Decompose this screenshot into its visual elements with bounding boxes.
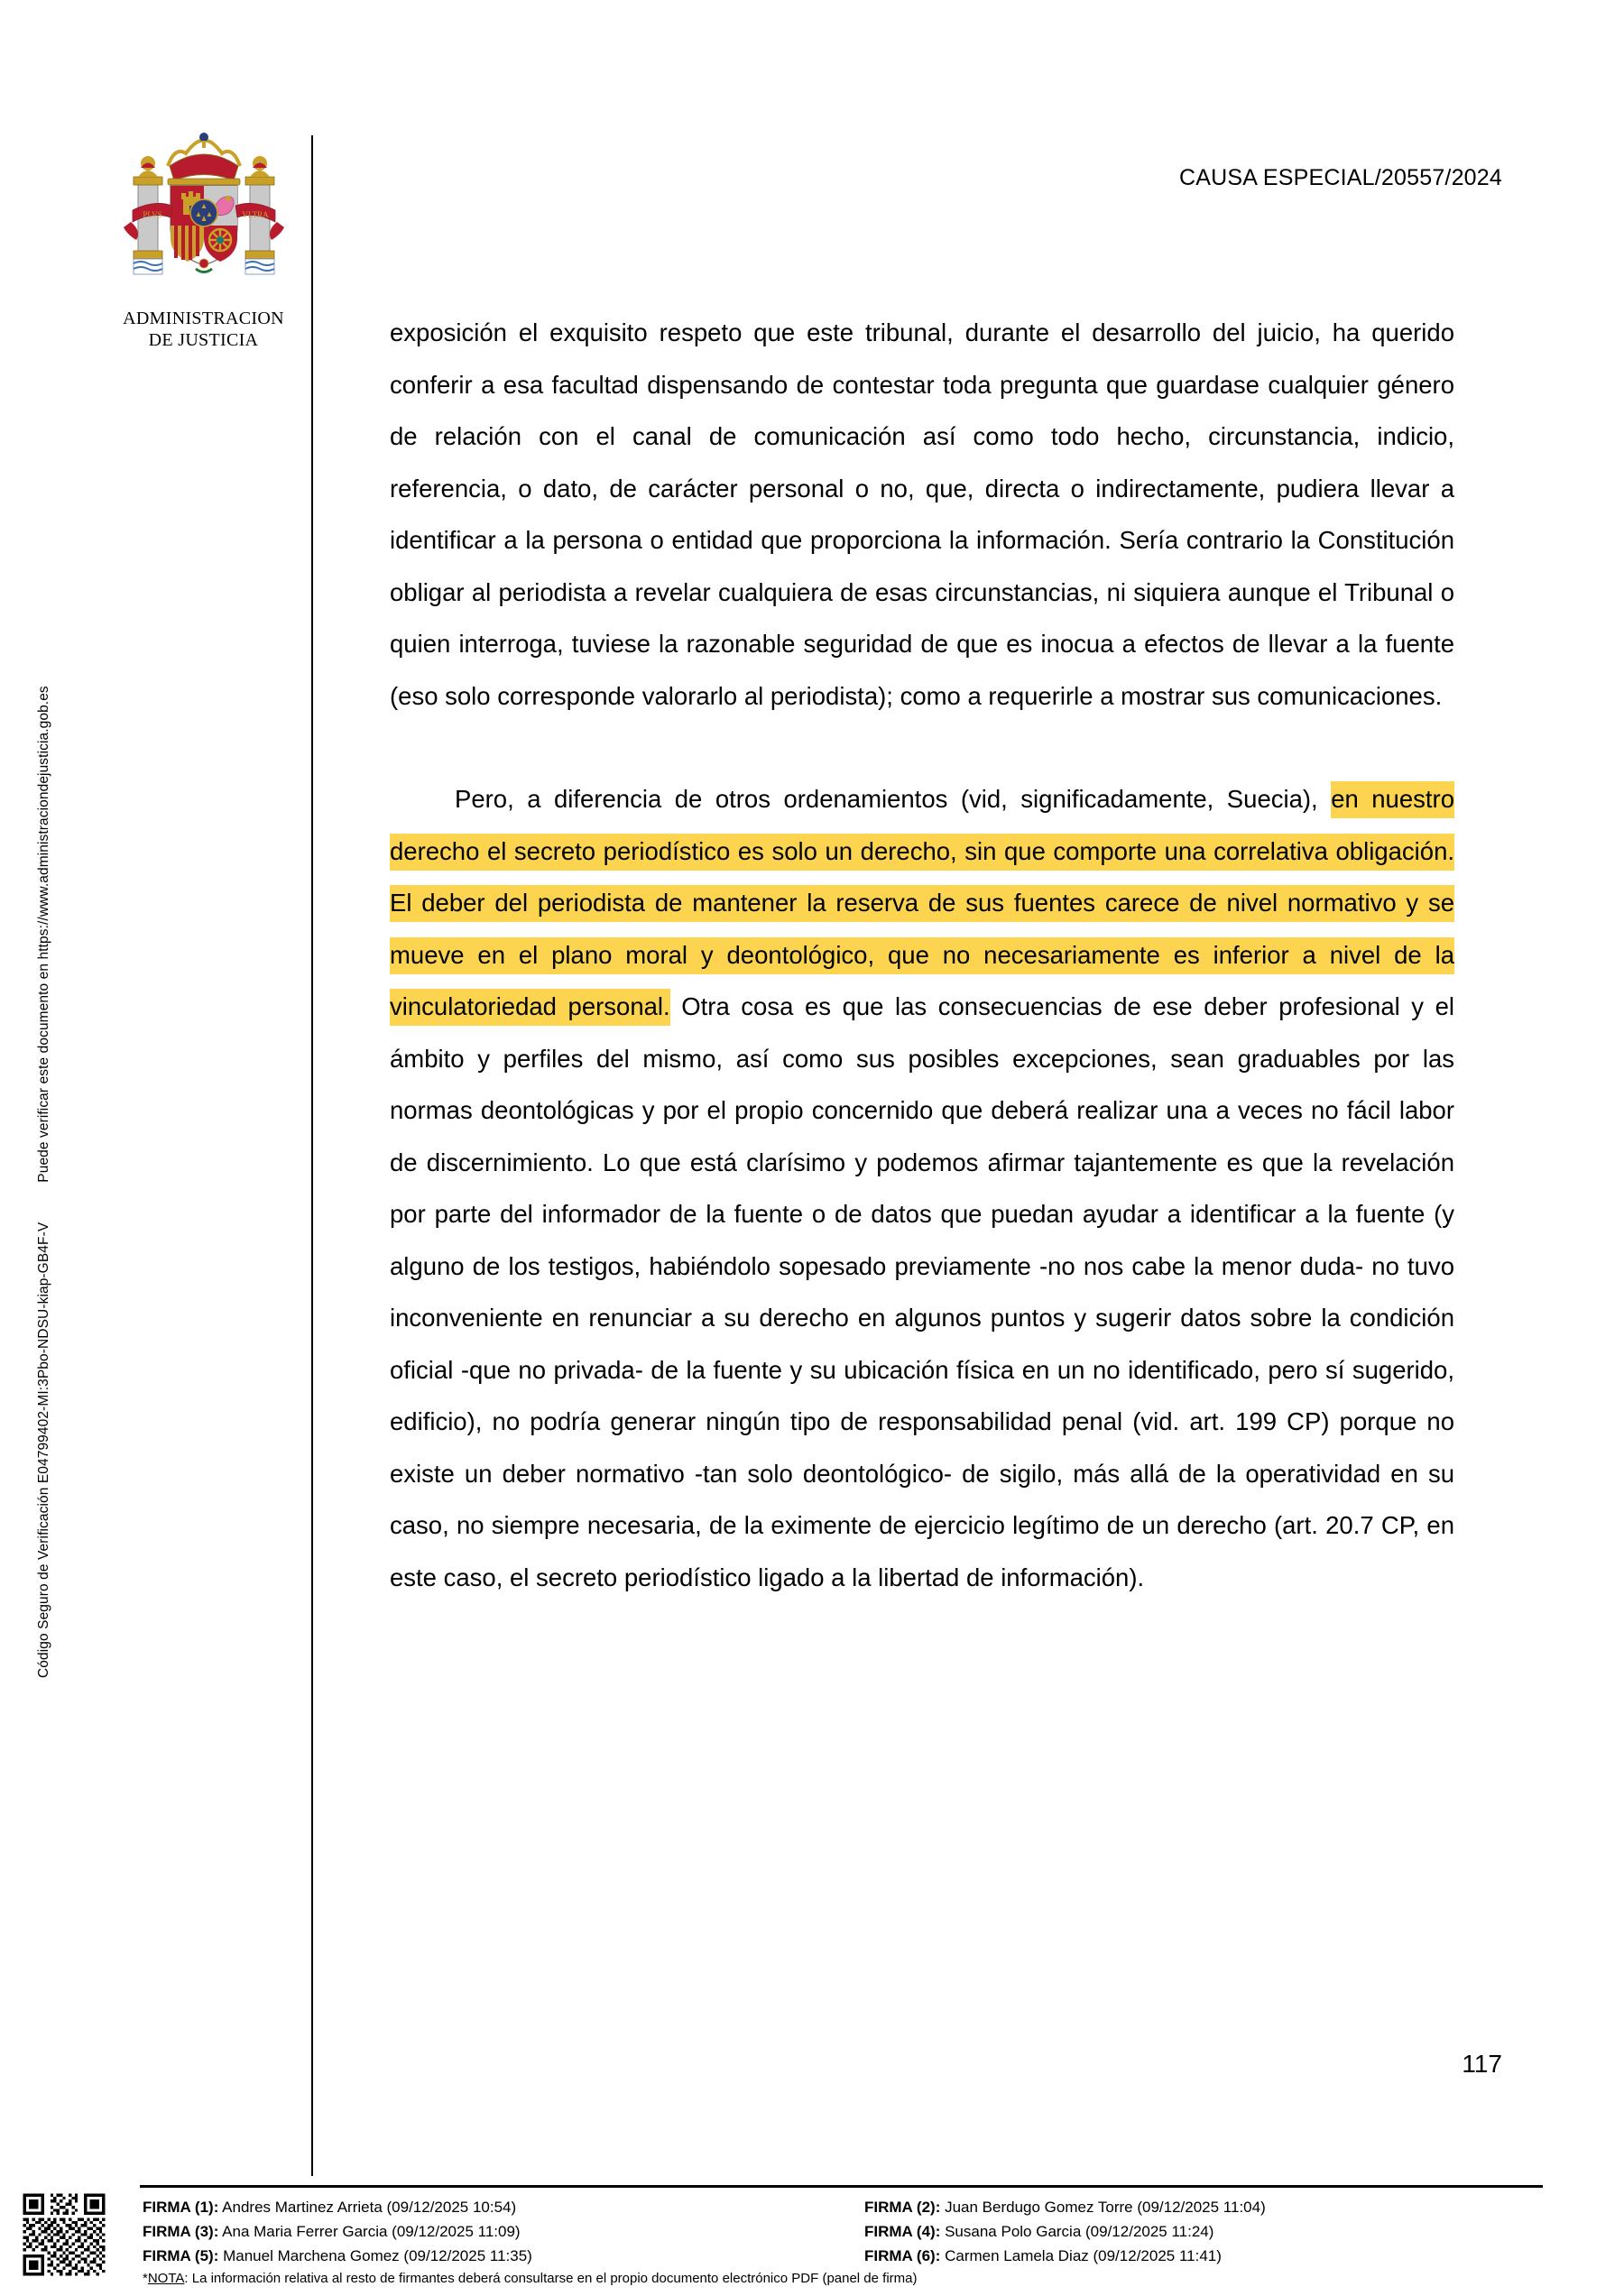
page-number: 117: [1462, 2050, 1502, 2078]
signature-label-1: FIRMA (1):: [143, 2199, 219, 2216]
footer-note-label: NOTA: [147, 2271, 185, 2286]
paragraph-2-trailing-text: Otra cosa es que las consecuencias de ese deber profesional y el ámbito y perfiles del mismo, así como sus posibles excepciones, sean graduables por las normas deontológicas y por el propio concernido que deberá realizar una a veces no fácil labor de discernimiento. Lo que está clarísimo y podemos afirmar tajantemente es que la revelación por parte del informador de la fuente o de datos que puedan ayudar a identificar a la fuente (y alguno de los testigos, habiéndolo sopesado previamente -no nos cabe la menor duda- no tuvo inconveniente en renunciar a su derecho en algunos puntos y sugerir datos sobre la condición oficial -que no privada- de la fuente y su ubicación física en un no identificado, pero sí sugerido, edificio), no podría generar ningún tipo de responsabilidad penal (vid. art. 199 CP) porque no existe un deber normativo -tan solo deontológico- de sigilo, más allá de la operatividad en su caso, no siempre necesaria, de la eximente de ejercicio legítimo de un derecho (art. 20.7 CP, en este caso, el secreto periodístico ligado a la libertad de información).: [390, 992, 1455, 1591]
signature-value-4: Susana Polo Garcia (09/12/2025 11:24): [945, 2223, 1214, 2240]
document-body: [390, 307, 1454, 1603]
signature-label-6: FIRMA (6):: [864, 2247, 941, 2264]
administration-of-justice-emblem: [106, 126, 300, 351]
verification-side-strip: [26, 505, 62, 1678]
footer-divider: [140, 2185, 1543, 2188]
signature-label-4: FIRMA (4):: [864, 2223, 941, 2240]
signature-entry-5: [143, 2245, 864, 2267]
signature-value-3: Ana Maria Ferrer Garcia (09/12/2025 11:09): [222, 2223, 521, 2240]
case-reference-header: CAUSA ESPECIAL/20557/2024: [1178, 165, 1502, 190]
signature-label-2: FIRMA (2):: [864, 2199, 941, 2216]
paragraph-2-lead-text: Pero, a diferencia de otros ordenamientos (vid, significadamente, Suecia),: [455, 785, 1332, 813]
signature-value-2: Juan Berdugo Gomez Torre (09/12/2025 11:04): [945, 2199, 1266, 2216]
footer-note-text: : La información relativa al resto de firmantes deberá consultarse en el propio documento electrónico PDF (panel de firma): [184, 2271, 918, 2286]
signature-entry-3: [143, 2220, 864, 2243]
verification-url-text: Puede verificar este documento en https://www.administraciondejusticia.gob.es: [36, 686, 51, 1183]
signature-entry-2: [864, 2196, 1550, 2218]
highlighted-passage: en nuestro derecho el secreto periodístico es solo un derecho, sin que comporte una correlativa obligación. El deber del periodista de mantener la reserva de sus fuentes carece de nivel normativo y se mueve en el plano moral y deontológico, que no necesariamente es inferior a nivel de la vinculatoriedad personal.: [390, 781, 1454, 1026]
svg-text:VLTRA: VLTRA: [241, 210, 269, 219]
svg-text:PLVS: PLVS: [142, 210, 162, 219]
emblem-caption-line-2: DE JUSTICIA: [148, 329, 259, 350]
verification-code: E04799402-MI:3Pbo-NDSU-kiap-GB4F-V: [36, 1222, 51, 1484]
signature-entry-1: [143, 2196, 864, 2218]
signature-label-5: FIRMA (5):: [143, 2247, 219, 2264]
signature-value-5: Manuel Marchena Gomez (09/12/2025 11:35): [223, 2247, 532, 2264]
verification-qr-code-icon: [20, 2190, 108, 2279]
paragraph-1: exposición el exquisito respeto que este tribunal, durante el desarrollo del juicio, ha querido conferir a esa facultad dispensando de contestar toda pregunta que guardase cualquier género de relación con el canal de comunicación así como todo hecho, circunstancia, indicio, referencia, o dato, de carácter personal o no, que, directa o indirectamente, pudiera llevar a identificar a la persona o entidad que proporciona la información. Sería contrario la Constitución obligar al periodista a revelar cualquiera de esas circunstancias, ni siquiera aunque el Tribunal o quien interroga, tuviese la razonable seguridad de que es inocua a efectos de llevar a la fuente (eso solo corresponde valorarlo al periodista); como a requerirle a mostrar sus comunicaciones.: [390, 318, 1454, 710]
emblem-caption-line-1: ADMINISTRACION: [123, 309, 284, 328]
paragraph-2: [390, 773, 1454, 1603]
signature-entry-6: [864, 2245, 1550, 2267]
margin-divider: [311, 135, 313, 2176]
spain-coat-of-arms-icon: [118, 126, 290, 307]
footer-note-prefix: *: [143, 2271, 148, 2286]
signature-value-6: Carmen Lamela Diaz (09/12/2025 11:41): [945, 2247, 1222, 2264]
verification-label: Código Seguro de Verificación: [36, 1487, 51, 1678]
footer-note: [143, 2270, 1550, 2288]
signature-label-3: FIRMA (3):: [143, 2223, 219, 2240]
signature-entry-4: [864, 2220, 1550, 2243]
signature-grid: [143, 2196, 1550, 2267]
signature-footer: [143, 2196, 1550, 2288]
signature-value-1: Andres Martinez Arrieta (09/12/2025 10:54): [222, 2199, 517, 2216]
